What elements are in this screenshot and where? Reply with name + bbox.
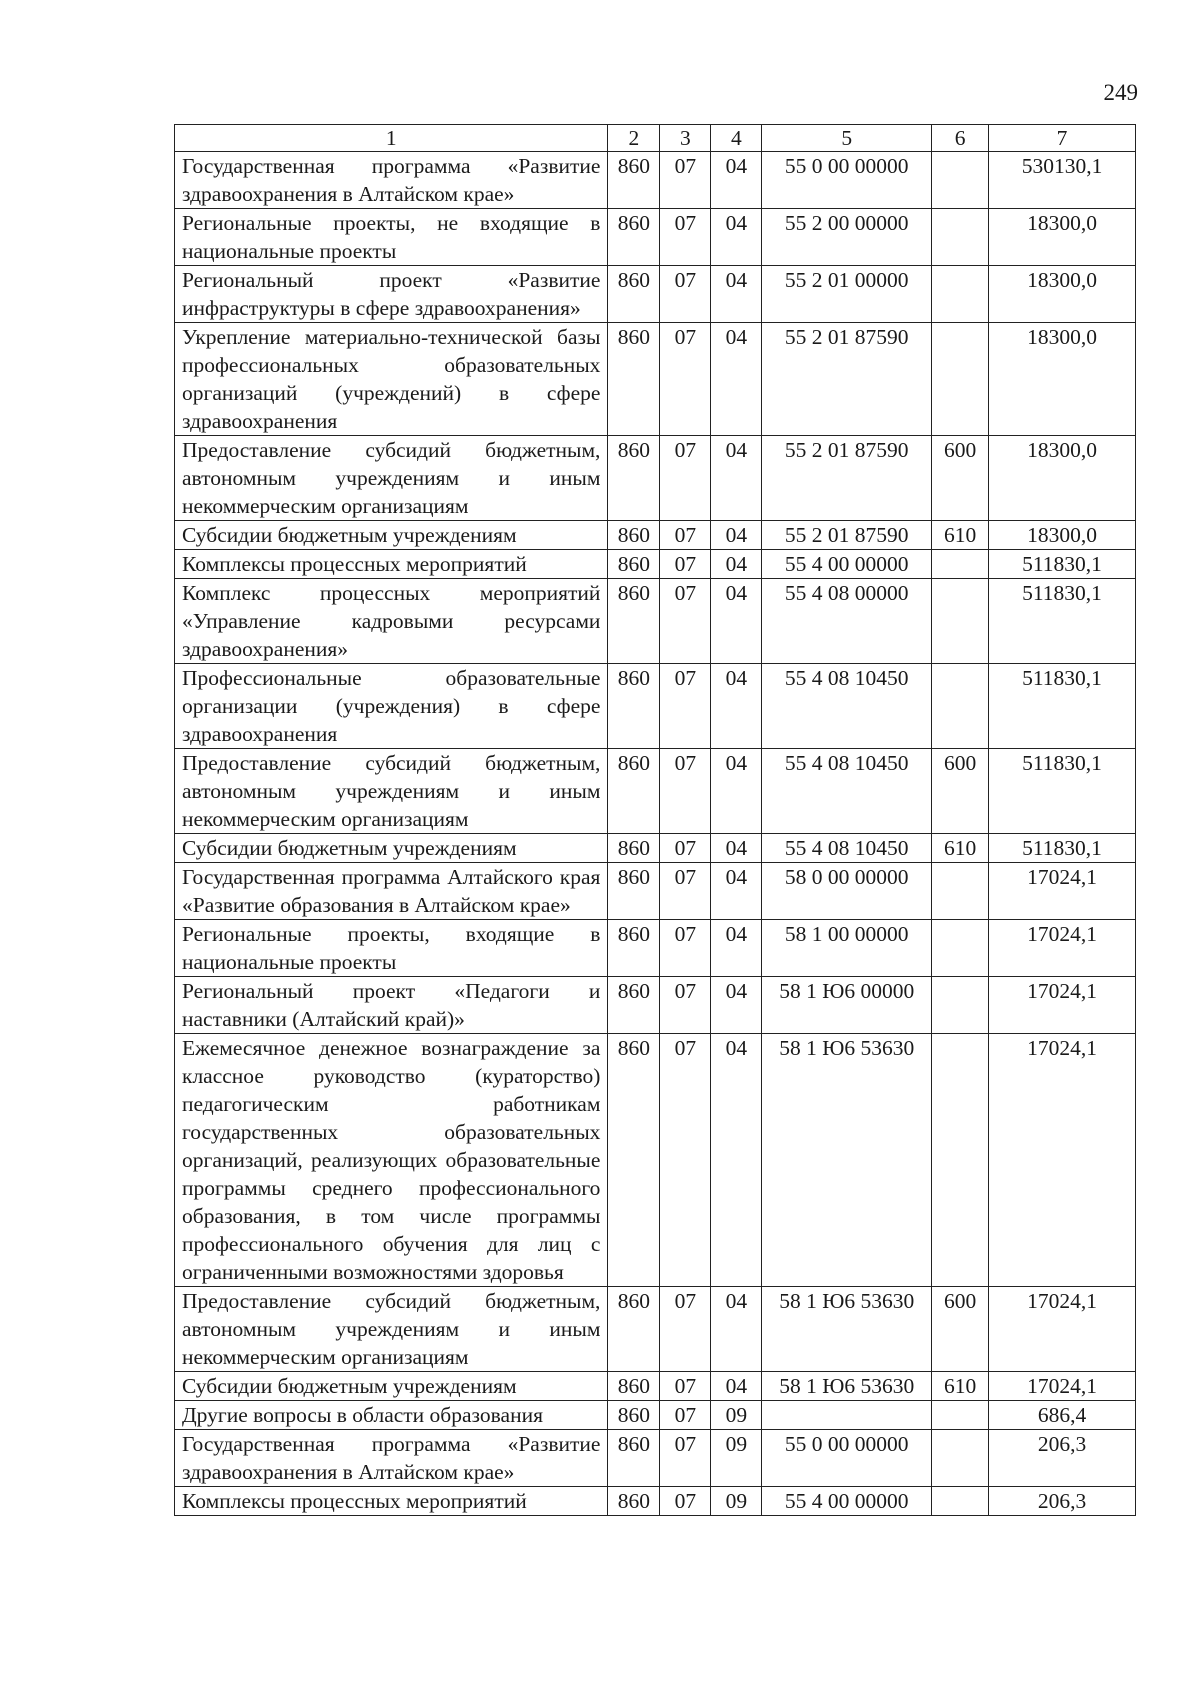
row-expense-type-cell [932,664,989,749]
table-row [175,1034,1136,1287]
row-name-cell: Ежемесячное денежное вознаграждение за классное руководство (кураторство) педагогическим работникам государственных образовательных организаций, реализующих образовательные программы среднего профессионального образования, в том числе программы профессионального обучения для лиц с ограниченными возможностями здоровья [175,1034,608,1287]
header-col-1: 1 [175,125,608,152]
row-amount-cell: 17024,1 [989,977,1136,1034]
row-expense-type-cell [932,863,989,920]
row-section-cell: 07 [660,152,711,209]
row-amount-cell: 17024,1 [989,863,1136,920]
row-ministry-code-cell: 860 [608,1430,660,1487]
row-target-article-cell: 55 2 01 87590 [762,323,932,436]
row-amount-cell: 530130,1 [989,152,1136,209]
row-amount-cell: 18300,0 [989,436,1136,521]
row-ministry-code-cell: 860 [608,664,660,749]
row-section-cell: 07 [660,1430,711,1487]
row-target-article-cell: 55 4 08 10450 [762,749,932,834]
row-expense-type-cell [932,323,989,436]
row-expense-type-cell [932,920,989,977]
row-name-cell: Государственная программа «Развитие здравоохранения в Алтайском крае» [175,1430,608,1487]
row-ministry-code-cell: 860 [608,834,660,863]
row-expense-type-cell: 600 [932,436,989,521]
row-subsection-cell: 04 [711,977,762,1034]
row-target-article-cell: 55 2 01 87590 [762,521,932,550]
row-target-article-cell: 58 1 00 00000 [762,920,932,977]
header-col-5: 5 [762,125,932,152]
table-row [175,863,1136,920]
row-expense-type-cell [932,579,989,664]
row-ministry-code-cell: 860 [608,1034,660,1287]
row-expense-type-cell: 600 [932,1287,989,1372]
row-amount-cell: 18300,0 [989,521,1136,550]
table-row [175,209,1136,266]
row-ministry-code-cell: 860 [608,1487,660,1516]
row-expense-type-cell [932,1487,989,1516]
row-ministry-code-cell: 860 [608,1287,660,1372]
table-row [175,579,1136,664]
row-target-article-cell: 55 4 08 10450 [762,664,932,749]
row-amount-cell: 17024,1 [989,1372,1136,1401]
row-section-cell: 07 [660,579,711,664]
row-amount-cell: 18300,0 [989,323,1136,436]
row-section-cell: 07 [660,920,711,977]
row-name-cell: Другие вопросы в области образования [175,1401,608,1430]
row-amount-cell: 511830,1 [989,579,1136,664]
row-expense-type-cell: 610 [932,1372,989,1401]
row-ministry-code-cell: 860 [608,436,660,521]
row-amount-cell: 686,4 [989,1401,1136,1430]
row-name-cell: Комплексы процессных мероприятий [175,550,608,579]
row-section-cell: 07 [660,749,711,834]
row-name-cell: Укрепление материально-технической базы профессиональных образовательных организаций (учреждений) в сфере здравоохранения [175,323,608,436]
table-row [175,749,1136,834]
row-ministry-code-cell: 860 [608,863,660,920]
row-section-cell: 07 [660,664,711,749]
row-section-cell: 07 [660,323,711,436]
row-target-article-cell: 55 0 00 00000 [762,1430,932,1487]
row-name-cell: Региональный проект «Педагоги и наставники (Алтайский край)» [175,977,608,1034]
row-subsection-cell: 04 [711,920,762,977]
row-ministry-code-cell: 860 [608,521,660,550]
row-subsection-cell: 04 [711,664,762,749]
row-subsection-cell: 09 [711,1430,762,1487]
row-section-cell: 07 [660,550,711,579]
row-target-article-cell: 58 1 Ю6 53630 [762,1034,932,1287]
table-row [175,266,1136,323]
row-subsection-cell: 04 [711,323,762,436]
row-ministry-code-cell: 860 [608,266,660,323]
row-target-article-cell: 55 2 01 87590 [762,436,932,521]
page-number: 249 [1103,80,1138,105]
row-ministry-code-cell: 860 [608,323,660,436]
row-name-cell: Профессиональные образовательные организации (учреждения) в сфере здравоохранения [175,664,608,749]
header-col-6: 6 [932,125,989,152]
row-subsection-cell: 09 [711,1401,762,1430]
row-amount-cell: 18300,0 [989,266,1136,323]
row-amount-cell: 17024,1 [989,1034,1136,1287]
row-target-article-cell: 55 4 08 00000 [762,579,932,664]
table-row [175,920,1136,977]
table-row [175,323,1136,436]
row-subsection-cell: 04 [711,749,762,834]
row-amount-cell: 18300,0 [989,209,1136,266]
header-col-3: 3 [660,125,711,152]
row-section-cell: 07 [660,977,711,1034]
row-name-cell: Государственная программа «Развитие здравоохранения в Алтайском крае» [175,152,608,209]
row-expense-type-cell [932,266,989,323]
row-name-cell: Комплекс процессных мероприятий «Управление кадровыми ресурсами здравоохранения» [175,579,608,664]
row-name-cell: Предоставление субсидий бюджетным, автономным учреждениям и иным некоммерческим организациям [175,749,608,834]
table-row [175,1401,1136,1430]
row-section-cell: 07 [660,521,711,550]
row-section-cell: 07 [660,266,711,323]
row-subsection-cell: 04 [711,550,762,579]
row-name-cell: Субсидии бюджетным учреждениям [175,521,608,550]
row-amount-cell: 17024,1 [989,1287,1136,1372]
row-expense-type-cell [932,977,989,1034]
table-row [175,521,1136,550]
row-target-article-cell: 55 0 00 00000 [762,152,932,209]
row-expense-type-cell [932,152,989,209]
row-subsection-cell: 04 [711,521,762,550]
row-subsection-cell: 04 [711,1287,762,1372]
row-target-article-cell: 55 4 00 00000 [762,550,932,579]
row-expense-type-cell [932,1430,989,1487]
row-expense-type-cell: 600 [932,749,989,834]
row-amount-cell: 511830,1 [989,749,1136,834]
row-name-cell: Комплексы процессных мероприятий [175,1487,608,1516]
row-name-cell: Субсидии бюджетным учреждениям [175,1372,608,1401]
row-section-cell: 07 [660,834,711,863]
row-section-cell: 07 [660,1287,711,1372]
row-section-cell: 07 [660,863,711,920]
row-ministry-code-cell: 860 [608,977,660,1034]
row-section-cell: 07 [660,1487,711,1516]
header-col-4: 4 [711,125,762,152]
row-ministry-code-cell: 860 [608,209,660,266]
row-amount-cell: 511830,1 [989,664,1136,749]
table-row [175,1487,1136,1516]
row-section-cell: 07 [660,1401,711,1430]
row-amount-cell: 511830,1 [989,834,1136,863]
row-subsection-cell: 04 [711,1372,762,1401]
row-ministry-code-cell: 860 [608,1372,660,1401]
row-subsection-cell: 04 [711,1034,762,1287]
row-amount-cell: 206,3 [989,1487,1136,1516]
table-row [175,834,1136,863]
row-target-article-cell: 58 1 Ю6 53630 [762,1287,932,1372]
row-subsection-cell: 04 [711,209,762,266]
row-ministry-code-cell: 860 [608,579,660,664]
row-section-cell: 07 [660,1372,711,1401]
row-target-article-cell: 58 1 Ю6 53630 [762,1372,932,1401]
row-expense-type-cell: 610 [932,521,989,550]
row-amount-cell: 17024,1 [989,920,1136,977]
row-name-cell: Предоставление субсидий бюджетным, автономным учреждениям и иным некоммерческим организациям [175,1287,608,1372]
header-col-2: 2 [608,125,660,152]
row-subsection-cell: 04 [711,436,762,521]
table-row [175,550,1136,579]
row-target-article-cell: 55 2 00 00000 [762,209,932,266]
row-expense-type-cell [932,1034,989,1287]
row-amount-cell: 206,3 [989,1430,1136,1487]
row-name-cell: Региональный проект «Развитие инфраструктуры в сфере здравоохранения» [175,266,608,323]
row-subsection-cell: 04 [711,863,762,920]
row-ministry-code-cell: 860 [608,550,660,579]
row-target-article-cell: 58 1 Ю6 00000 [762,977,932,1034]
table-row [175,152,1136,209]
row-name-cell: Субсидии бюджетным учреждениям [175,834,608,863]
row-ministry-code-cell: 860 [608,920,660,977]
row-ministry-code-cell: 860 [608,1401,660,1430]
table-body [175,152,1136,1516]
row-target-article-cell: 55 4 00 00000 [762,1487,932,1516]
row-subsection-cell: 04 [711,152,762,209]
budget-table [174,124,1136,1516]
row-expense-type-cell [932,209,989,266]
row-ministry-code-cell: 860 [608,152,660,209]
row-target-article-cell: 55 4 08 10450 [762,834,932,863]
row-target-article-cell: 58 0 00 00000 [762,863,932,920]
row-ministry-code-cell: 860 [608,749,660,834]
header-col-7: 7 [989,125,1136,152]
row-name-cell: Региональные проекты, входящие в национальные проекты [175,920,608,977]
row-target-article-cell [762,1401,932,1430]
row-subsection-cell: 09 [711,1487,762,1516]
row-name-cell: Региональные проекты, не входящие в национальные проекты [175,209,608,266]
row-expense-type-cell [932,1401,989,1430]
table-row [175,436,1136,521]
table-row [175,1430,1136,1487]
row-expense-type-cell [932,550,989,579]
row-name-cell: Государственная программа Алтайского края «Развитие образования в Алтайском крае» [175,863,608,920]
row-subsection-cell: 04 [711,579,762,664]
table-row [175,977,1136,1034]
table-row [175,1372,1136,1401]
row-target-article-cell: 55 2 01 00000 [762,266,932,323]
row-section-cell: 07 [660,1034,711,1287]
table-row [175,664,1136,749]
table-row [175,1287,1136,1372]
row-name-cell: Предоставление субсидий бюджетным, автономным учреждениям и иным некоммерческим организациям [175,436,608,521]
row-amount-cell: 511830,1 [989,550,1136,579]
row-section-cell: 07 [660,436,711,521]
row-subsection-cell: 04 [711,266,762,323]
row-section-cell: 07 [660,209,711,266]
row-expense-type-cell: 610 [932,834,989,863]
header-row [175,125,1136,152]
row-subsection-cell: 04 [711,834,762,863]
